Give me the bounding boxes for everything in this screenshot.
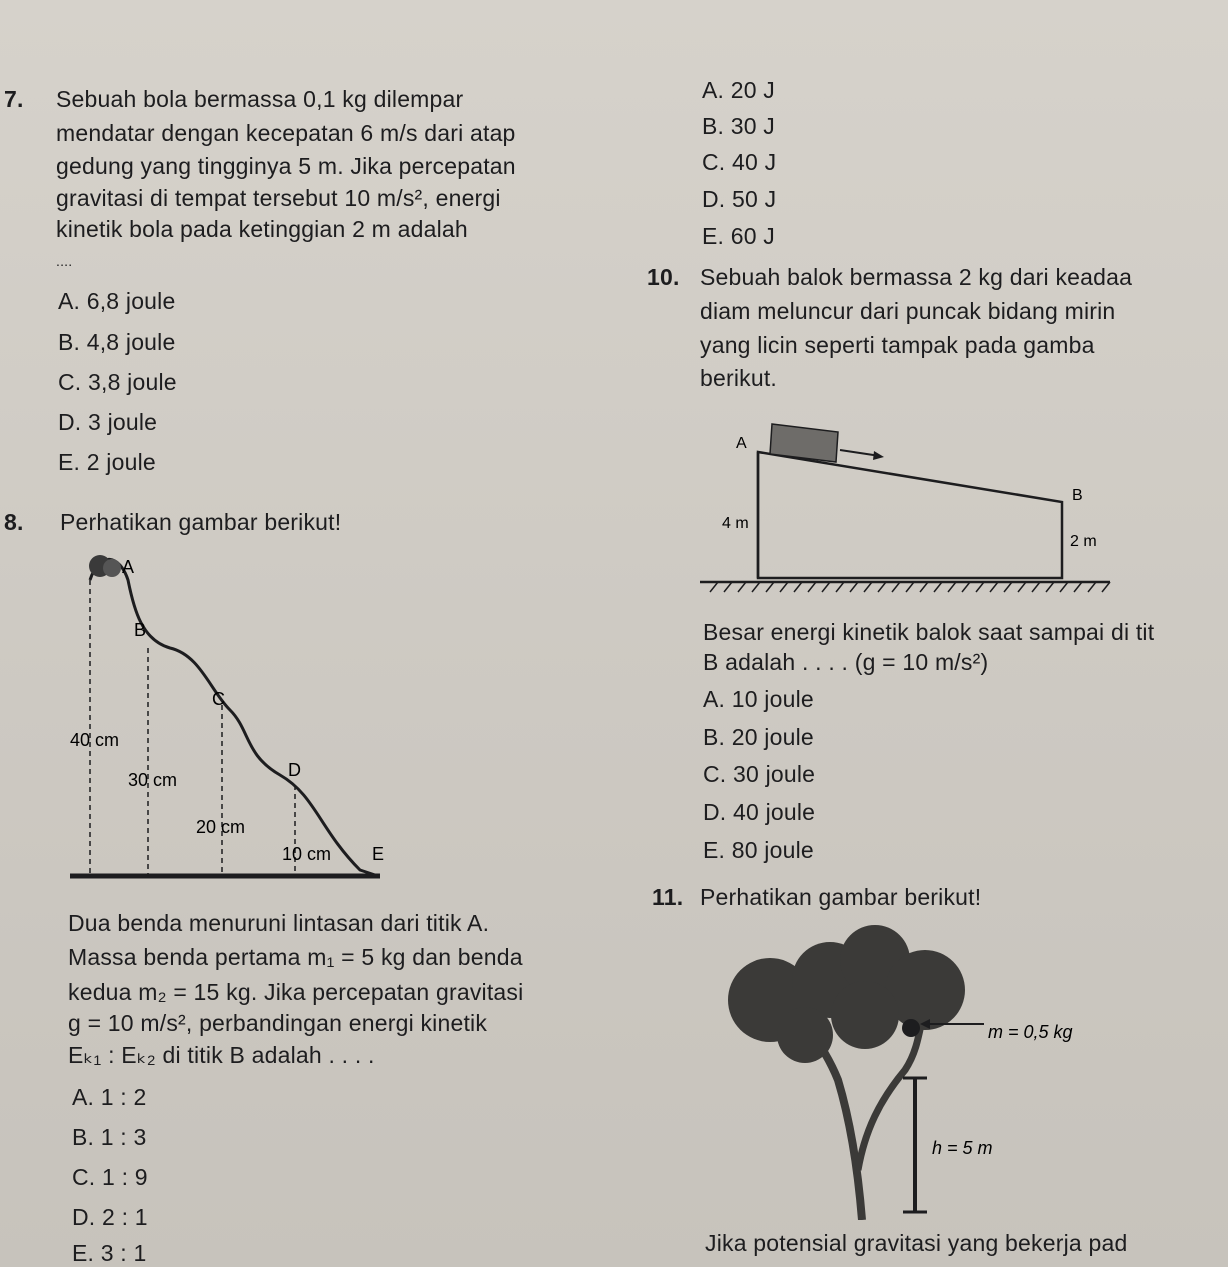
q10-label-b: B — [1072, 487, 1083, 504]
q10-line: berikut. — [700, 365, 778, 391]
q11-height-label: h = 5 m — [932, 1138, 993, 1158]
prev-option-c: C. 40 J — [702, 149, 777, 175]
fruit-ball — [902, 1019, 920, 1037]
tree-foliage — [728, 925, 965, 1063]
q10-question: B adalah . . . . (g = 10 m/s²) — [703, 649, 989, 675]
q7-number: 7. — [4, 86, 24, 112]
prev-option-a: A. 20 J — [702, 77, 775, 103]
incline-body — [758, 452, 1062, 578]
prev-option-b: B. 30 J — [702, 113, 775, 139]
q7-option-c: C. 3,8 joule — [58, 369, 177, 395]
q11-tree-figure — [700, 920, 1120, 1220]
q8-line: Dua benda menuruni lintasan dari titik A. — [68, 910, 490, 936]
q11-number: 11. — [652, 884, 684, 910]
q10-option-d: D. 40 joule — [703, 799, 816, 825]
q8-option-a: A. 1 : 2 — [72, 1084, 147, 1110]
q8-label-c: C — [212, 689, 225, 709]
q8-height-40: 40 cm — [70, 730, 120, 750]
q8-height-10: 10 cm — [282, 844, 332, 864]
q10-line: diam meluncur dari puncak bidang mirin — [700, 298, 1116, 324]
q8-line: g = 10 m/s², perbandingan energi kinetik — [68, 1010, 488, 1036]
q8-line: kedua m₂ = 15 kg. Jika percepatan gravitasi — [68, 979, 524, 1005]
q8-line: Massa benda pertama m₁ = 5 kg dan benda — [68, 944, 523, 970]
q10-incline-figure — [700, 410, 1120, 610]
q10-height-2: 2 m — [1070, 533, 1097, 550]
q7-option-e: E. 2 joule — [58, 449, 156, 475]
q8-label-b: B — [134, 620, 147, 640]
q7-option-d: D. 3 joule — [58, 409, 158, 435]
q8-label-d: D — [288, 760, 301, 780]
prev-option-e: E. 60 J — [702, 223, 775, 249]
prev-option-d: D. 50 J — [702, 186, 777, 212]
q8-height-30: 30 cm — [128, 770, 178, 790]
q8-option-b: B. 1 : 3 — [72, 1124, 147, 1150]
q10-option-b: B. 20 joule — [703, 724, 814, 750]
q8-line: Eₖ₁ : Eₖ₂ di titik B adalah . . . . — [68, 1042, 375, 1068]
q10-question: Besar energi kinetik balok saat sampai di tit — [703, 619, 1155, 645]
q10-line: Sebuah balok bermassa 2 kg dari keadaa — [700, 264, 1133, 290]
q8-intro: Perhatikan gambar berikut! — [60, 509, 342, 535]
q7-ellipsis: .... — [56, 253, 73, 269]
q8-label-a: A — [122, 557, 135, 577]
q10-option-c: C. 30 joule — [703, 761, 816, 787]
q10-height-4: 4 m — [722, 515, 749, 532]
q11-mass-label: m = 0,5 kg — [988, 1022, 1073, 1042]
q8-track-figure — [60, 540, 400, 890]
q8-height-20: 20 cm — [196, 817, 246, 837]
q10-label-a: A — [736, 435, 747, 452]
q7-line: Sebuah bola bermassa 0,1 kg dilempar — [56, 86, 464, 112]
q7-option-a: A. 6,8 joule — [58, 288, 176, 314]
q11-last-line: Jika potensial gravitasi yang bekerja pad — [705, 1230, 1128, 1256]
q10-option-e: E. 80 joule — [703, 837, 814, 863]
q10-line: yang licin seperti tampak pada gamba — [700, 332, 1095, 358]
q7-line: gravitasi di tempat tersebut 10 m/s², energi — [56, 185, 501, 211]
q8-option-c: C. 1 : 9 — [72, 1164, 148, 1190]
q10-option-a: A. 10 joule — [703, 686, 814, 712]
q10-number: 10. — [647, 264, 680, 290]
q7-option-b: B. 4,8 joule — [58, 329, 176, 355]
q7-line: gedung yang tingginya 5 m. Jika percepatan — [56, 153, 516, 179]
q7-line: mendatar dengan kecepatan 6 m/s dari atap — [56, 120, 516, 146]
q11-intro: Perhatikan gambar berikut! — [700, 884, 982, 910]
q7-line: kinetik bola pada ketinggian 2 m adalah — [56, 216, 468, 242]
q8-number: 8. — [4, 509, 24, 535]
ball-b — [103, 559, 121, 577]
q8-label-e: E — [372, 844, 385, 864]
q8-option-d: D. 2 : 1 — [72, 1204, 148, 1230]
q8-option-e: E. 3 : 1 — [72, 1240, 147, 1266]
